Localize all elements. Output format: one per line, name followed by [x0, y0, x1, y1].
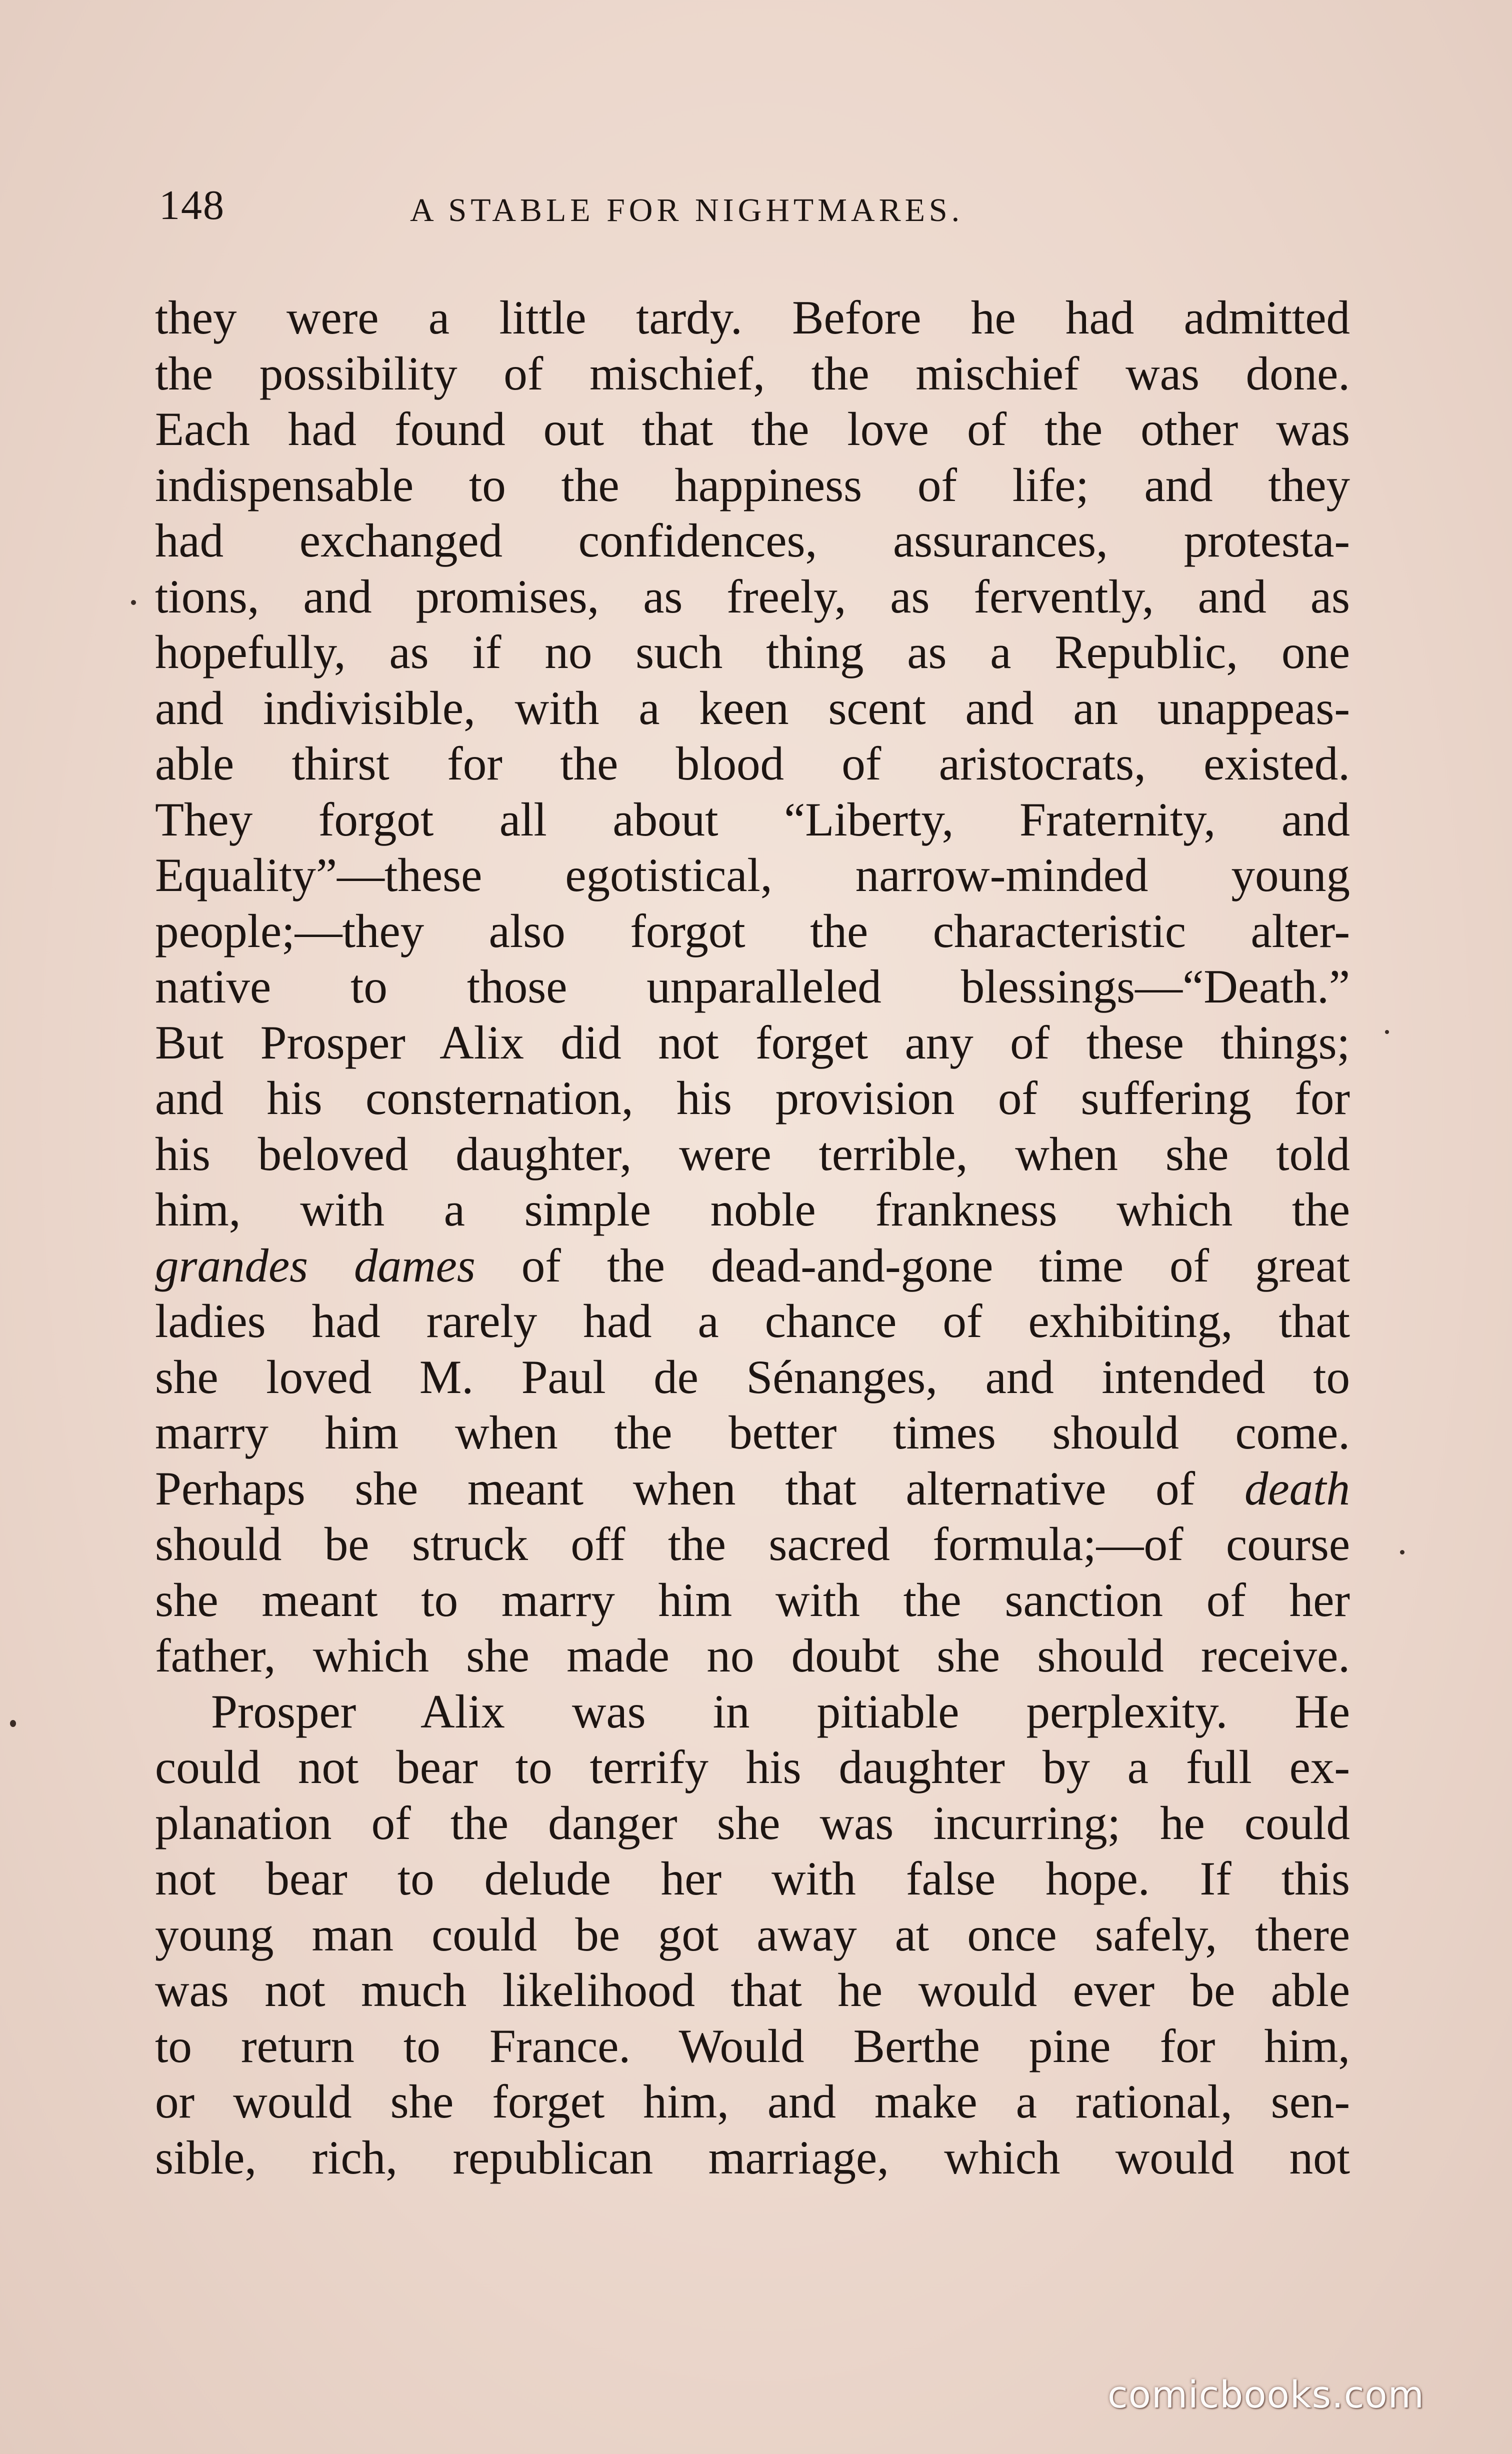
ink-speck [1400, 1550, 1404, 1554]
text-line: ladies had rarely had a chance of exhibiting, that [155, 1294, 1350, 1348]
watermark-logo: comicbooks.com [1108, 2374, 1424, 2416]
ink-speck [10, 1720, 16, 1727]
page-number: 148 [159, 182, 225, 228]
text-line: young man could be got away at once safely, there [155, 1908, 1350, 1961]
text-line: and his consternation, his provision of suffering for [155, 1072, 1350, 1124]
text-line: was not much likelihood that he would ever be able [155, 1964, 1350, 2016]
ink-speck [131, 600, 136, 605]
text-line: not bear to delude her with false hope. If this [155, 1852, 1350, 1905]
text-line-with-italic [155, 1461, 1350, 1517]
text-line: should be struck off the sacred formula;—of course [155, 1518, 1350, 1570]
line-remainder: of the dead-and-gone time of great [475, 1238, 1350, 1292]
text-line-with-italic [155, 1238, 1350, 1294]
italic-phrase: grandes dames [155, 1238, 476, 1292]
text-line: sible, rich, republican marriage, which would not [155, 2130, 1350, 2184]
page-header [159, 178, 1359, 233]
text-line: had exchanged confidences, assurances, protesta- [155, 514, 1350, 567]
italic-word: death [1244, 1462, 1350, 1515]
paragraph-first-line: Prosper Alix was in pitiable perplexity. He [211, 1684, 1350, 1738]
text-line: tions, and promises, as freely, as fervently, and as [155, 570, 1350, 623]
text-line: they were a little tardy. Before he had admitted [155, 291, 1350, 344]
text-line: him, with a simple noble frankness which the [155, 1183, 1350, 1236]
text-line: and indivisible, with a keen scent and an unappeas- [155, 681, 1350, 734]
line-lead: Perhaps she meant when that alternative of [155, 1462, 1244, 1515]
text-line: Equality”—these egotistical, narrow-minded young [155, 848, 1350, 902]
ink-speck [1385, 1030, 1389, 1034]
text-line: But Prosper Alix did not forget any of these things; [155, 1016, 1350, 1069]
running-title: A STABLE FOR NIGHTMARES. [410, 192, 964, 228]
body-text [155, 290, 1350, 2186]
text-line: or would she forget him, and make a rational, sen- [155, 2075, 1350, 2128]
text-line: able thirst for the blood of aristocrats, existed. [155, 737, 1350, 790]
text-line: she meant to marry him with the sanction of her [155, 1573, 1350, 1626]
text-line: planation of the danger she was incurring; he could [155, 1796, 1350, 1850]
text-line: to return to France. Would Berthe pine for him, [155, 2019, 1350, 2072]
text-line: his beloved daughter, were terrible, when she told [155, 1127, 1350, 1180]
text-line paragraph-end: father, which she made no doubt she should receive. [155, 1629, 1350, 1682]
text-line: native to those unparalleled blessings—“Death.” [155, 960, 1350, 1013]
text-line: They forgot all about “Liberty, Fraternity, and [155, 792, 1350, 846]
text-line: the possibility of mischief, the mischief was done. [155, 346, 1350, 400]
text-line: indispensable to the happiness of life; and they [155, 458, 1350, 512]
text-line: people;—they also forgot the characteristic alter- [155, 904, 1350, 958]
text-line: could not bear to terrify his daughter by a full ex- [155, 1740, 1350, 1794]
text-line: marry him when the better times should come. [155, 1406, 1350, 1459]
text-line: hopefully, as if no such thing as a Republic, one [155, 626, 1350, 678]
text-line: Each had found out that the love of the other was [155, 402, 1350, 456]
text-line: she loved M. Paul de Sénanges, and intended to [155, 1350, 1350, 1404]
